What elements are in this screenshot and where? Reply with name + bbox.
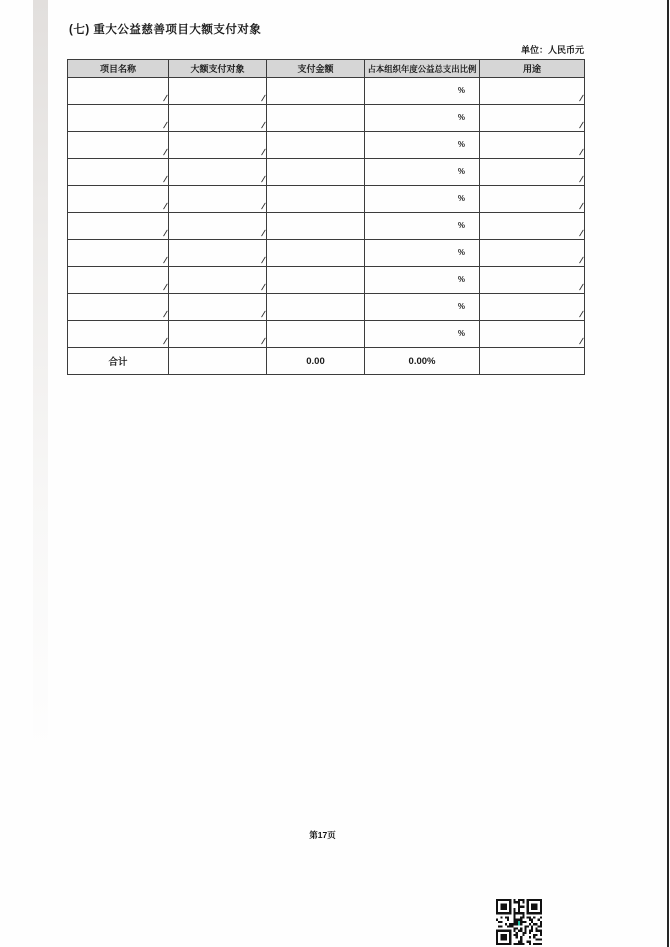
cell-payee (169, 321, 267, 348)
cell-purpose (480, 78, 585, 105)
cell-amount (267, 321, 365, 348)
total-amount: 0.00 (267, 348, 365, 375)
cell-purpose (480, 105, 585, 132)
percent-mark: % (457, 140, 465, 149)
cell-amount (267, 132, 365, 159)
cell-purpose (480, 321, 585, 348)
empty-slash-mark: / (578, 120, 584, 130)
cell-amount (267, 213, 365, 240)
empty-slash-mark: / (260, 174, 266, 184)
cell-project-name (68, 159, 169, 186)
empty-slash-mark: / (578, 309, 584, 319)
cell-purpose (480, 294, 585, 321)
cell-ratio (365, 321, 480, 348)
cell-project-name (68, 213, 169, 240)
total-payee (169, 348, 267, 375)
empty-slash-mark: / (578, 255, 584, 265)
percent-mark: % (457, 86, 465, 95)
empty-slash-mark: / (260, 309, 266, 319)
cell-purpose (480, 213, 585, 240)
table-row (68, 294, 585, 321)
empty-slash-mark: / (162, 228, 168, 238)
cell-amount (267, 294, 365, 321)
empty-slash-mark: / (578, 336, 584, 346)
percent-mark: % (457, 194, 465, 203)
empty-slash-mark: / (578, 228, 584, 238)
cell-payee (169, 159, 267, 186)
total-ratio: 0.00% (365, 348, 480, 375)
empty-slash-mark: / (260, 336, 266, 346)
table-row (68, 321, 585, 348)
cell-ratio (365, 78, 480, 105)
cell-amount (267, 267, 365, 294)
header-project-name: 项目名称 (68, 60, 169, 78)
empty-slash-mark: / (260, 255, 266, 265)
cell-ratio (365, 267, 480, 294)
cell-amount (267, 78, 365, 105)
cell-project-name (68, 321, 169, 348)
cell-purpose (480, 186, 585, 213)
empty-slash-mark: / (162, 336, 168, 346)
empty-slash-mark: / (162, 309, 168, 319)
percent-mark: % (457, 221, 465, 230)
table-row (68, 186, 585, 213)
table-row (68, 132, 585, 159)
cell-purpose (480, 159, 585, 186)
section-title: (七) 重大公益慈善项目大额支付对象 (69, 24, 262, 36)
table-row (68, 267, 585, 294)
percent-mark: % (457, 167, 465, 176)
percent-mark: % (457, 248, 465, 257)
cell-amount (267, 159, 365, 186)
cell-project-name (68, 294, 169, 321)
cell-ratio (365, 294, 480, 321)
cell-project-name (68, 240, 169, 267)
cell-payee (169, 240, 267, 267)
empty-slash-mark: / (578, 174, 584, 184)
scan-shadow (33, 0, 48, 760)
empty-slash-mark: / (162, 147, 168, 157)
header-ratio: 占本组织年度公益总支出比例 (365, 60, 480, 78)
cell-amount (267, 186, 365, 213)
empty-slash-mark: / (260, 228, 266, 238)
cell-project-name (68, 186, 169, 213)
percent-mark: % (457, 302, 465, 311)
cell-ratio (365, 186, 480, 213)
qr-code-icon (496, 899, 542, 945)
table-row (68, 159, 585, 186)
cell-payee (169, 132, 267, 159)
currency-unit-label: 单位：人民币元 (520, 45, 584, 55)
cell-project-name (68, 132, 169, 159)
empty-slash-mark: / (162, 201, 168, 211)
table-header-row (68, 60, 585, 78)
empty-slash-mark: / (260, 201, 266, 211)
empty-slash-mark: / (162, 174, 168, 184)
cell-project-name (68, 105, 169, 132)
header-purpose: 用途 (480, 60, 585, 78)
cell-payee (169, 294, 267, 321)
cell-amount (267, 105, 365, 132)
empty-slash-mark: / (260, 120, 266, 130)
percent-mark: % (457, 113, 465, 122)
cell-payee (169, 105, 267, 132)
empty-slash-mark: / (578, 93, 584, 103)
total-purpose (480, 348, 585, 375)
empty-slash-mark: / (260, 147, 266, 157)
table-row (68, 213, 585, 240)
cell-purpose (480, 132, 585, 159)
empty-slash-mark: / (578, 201, 584, 211)
cell-ratio (365, 213, 480, 240)
table-row (68, 78, 585, 105)
empty-slash-mark: / (260, 93, 266, 103)
table-total-row (68, 348, 585, 375)
percent-mark: % (457, 275, 465, 284)
empty-slash-mark: / (162, 93, 168, 103)
header-amount: 支付金额 (267, 60, 365, 78)
header-payee: 大额支付对象 (169, 60, 267, 78)
total-label: 合计 (68, 348, 169, 375)
cell-ratio (365, 105, 480, 132)
scan-edge (667, 0, 669, 947)
cell-ratio (365, 240, 480, 267)
cell-project-name (68, 78, 169, 105)
cell-purpose (480, 267, 585, 294)
cell-payee (169, 267, 267, 294)
cell-payee (169, 186, 267, 213)
cell-ratio (365, 132, 480, 159)
cell-payee (169, 78, 267, 105)
empty-slash-mark: / (260, 282, 266, 292)
empty-slash-mark: / (162, 255, 168, 265)
cell-ratio (365, 159, 480, 186)
payment-table (67, 59, 585, 375)
empty-slash-mark: / (578, 282, 584, 292)
table-row (68, 105, 585, 132)
empty-slash-mark: / (162, 282, 168, 292)
cell-project-name (68, 267, 169, 294)
percent-mark: % (457, 329, 465, 338)
table-row (68, 240, 585, 267)
cell-amount (267, 240, 365, 267)
cell-payee (169, 213, 267, 240)
page-number: 第17页 (309, 830, 336, 840)
empty-slash-mark: / (578, 147, 584, 157)
empty-slash-mark: / (162, 120, 168, 130)
cell-purpose (480, 240, 585, 267)
